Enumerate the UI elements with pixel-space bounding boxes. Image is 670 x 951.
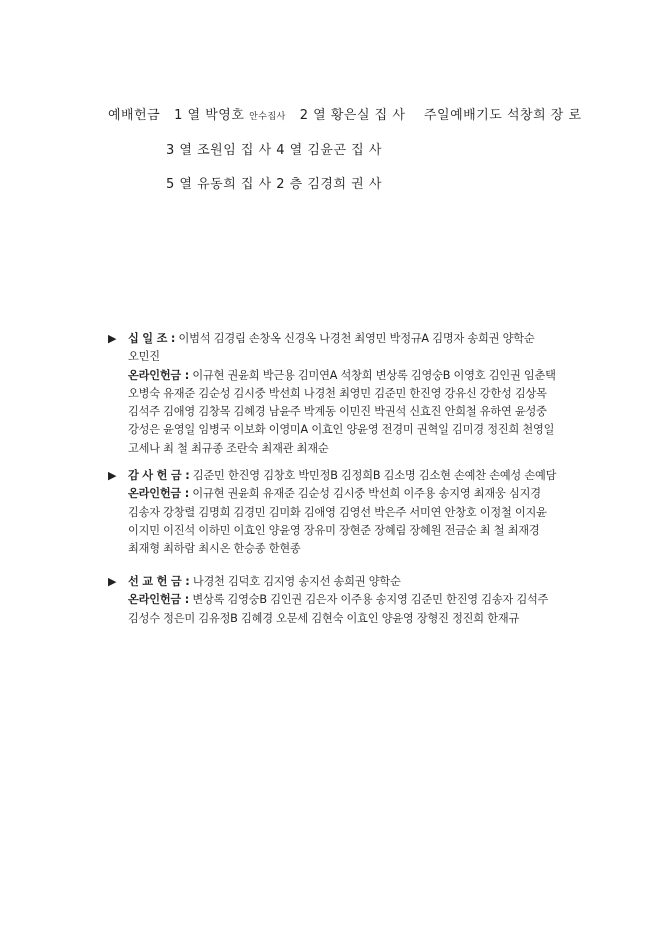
online-name-list: 변상록 김영숭B 김인권 김은자 이주용 송지영 김준민 한진영 김송자 김석주: [192, 593, 549, 607]
arrow-icon: ▶: [108, 332, 117, 345]
tithe-section: [108, 330, 578, 458]
arrow-icon: ▶: [108, 469, 117, 482]
online-line: [108, 485, 578, 503]
row1-first-title: 안수집사: [249, 112, 286, 122]
online-name-list: 이규현 권윤희 유재준 김순성 김시중 박선희 이주용 송지영 최재웅 심지경: [192, 487, 541, 501]
online-name-list-cont: 강성은 윤영일 임병국 이보화 이영미A 이효인 양윤영 전경미 권혁일 김미경 정진희 천영일: [128, 423, 555, 437]
online-name-list-cont: 김송자 강창렬 김명희 김경민 김미화 김애영 김영선 박은주 서미연 안창호 이정철 이지윤: [128, 505, 547, 519]
online-name-list: 이규현 권윤희 박근용 김미연A 석창희 변상록 김영숭B 이영호 김인권 임춘택: [192, 368, 556, 382]
tithe-line: [108, 330, 578, 348]
section-label: 선 교 헌 금 :: [128, 575, 190, 588]
row1-second: 2 열 황은실 집 사: [299, 108, 406, 123]
name-list: 나경천 김덕호 김지영 송지선 송희권 양학순: [192, 575, 401, 588]
section-label: 십 일 조 :: [128, 332, 176, 345]
online-line: [108, 591, 578, 609]
online-label: 온라인헌금 :: [128, 593, 190, 607]
mission-section: [108, 573, 578, 628]
name-list: 이범석 김경림 손창옥 신경옥 나경천 최영민 박정규A 김명자 송희권 양학순: [178, 332, 535, 345]
arrow-icon: ▶: [108, 575, 117, 588]
online-name-list-cont: 고세나 최 철 최규종 조란숙 최재관 최재순: [128, 441, 329, 455]
mission-line: [108, 573, 578, 591]
offering-label: 예배헌금: [108, 108, 161, 123]
online-name-list-cont: 김석주 김애영 김창목 김혜경 남윤주 박계동 이민진 박권석 신효진 안희철 유하연 윤성중: [128, 405, 547, 419]
online-label: 온라인헌금 :: [128, 368, 190, 382]
row1-first: 1 열 박영호: [174, 108, 245, 123]
offering-duty-row-3: 5 열 유동희 집 사 2 층 김경희 권 사: [166, 177, 382, 192]
offering-duty-row-2: 3 열 조원임 집 사 4 열 김윤곤 집 사: [166, 143, 382, 158]
thanksgiving-section: [108, 467, 578, 558]
online-name-list-cont: 이지민 이진석 이하민 이효인 양윤영 장유미 장현준 장혜림 장혜원 전금순 최 철 최재경: [128, 523, 540, 537]
online-name-list-cont: 최재형 최하람 최시온 한승종 한현종: [128, 542, 301, 556]
thanksgiving-line: [108, 467, 578, 485]
online-label: 온라인헌금 :: [128, 487, 190, 501]
sunday-prayer: 주일예배기도 석창희 장 로: [424, 108, 582, 123]
name-list: 김준민 한진영 김창호 박민정B 김정희B 김소명 김소현 손예찬 손예성 손예담: [192, 469, 557, 482]
section-label: 감 사 헌 금 :: [128, 469, 190, 482]
name-list-cont: 오민진: [128, 350, 160, 364]
online-name-list-cont: 김성수 정은미 김유정B 김혜경 오문세 김현숙 이효인 양윤영 장형진 정진희 한재규: [128, 611, 520, 625]
online-name-list-cont: 오병숙 유재준 김순성 김시중 박선희 나경천 최영민 김준민 한진영 강유신 강한성 김상목: [128, 386, 547, 400]
offering-duty-row-1: [108, 104, 405, 123]
online-line: [108, 367, 578, 385]
